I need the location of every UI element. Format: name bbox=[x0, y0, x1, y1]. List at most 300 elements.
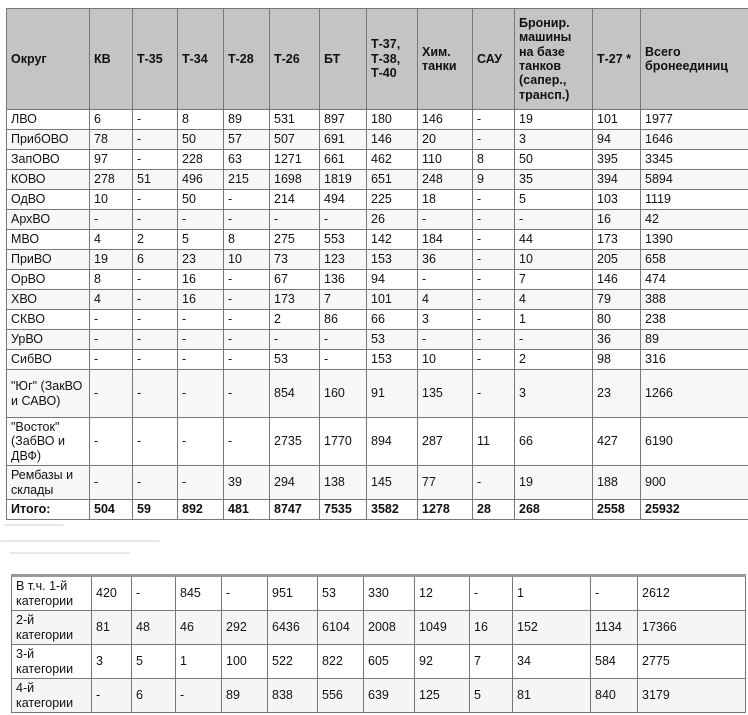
table-cell: 16 bbox=[593, 210, 641, 230]
table-cell: 1134 bbox=[591, 611, 638, 645]
table-cell: 7 bbox=[470, 645, 513, 679]
table-cell: 50 bbox=[178, 130, 224, 150]
table-cell: 6104 bbox=[318, 611, 364, 645]
table-row bbox=[7, 370, 748, 418]
table-cell: 951 bbox=[268, 576, 318, 611]
table-cell: 184 bbox=[418, 230, 473, 250]
table-cell: 3 bbox=[418, 310, 473, 330]
table-cell: 10 bbox=[515, 250, 593, 270]
table-cell: 39 bbox=[224, 466, 270, 500]
table-cell: 46 bbox=[176, 611, 222, 645]
table-cell: 584 bbox=[591, 645, 638, 679]
row-label: СибВО bbox=[7, 350, 90, 370]
table-row bbox=[7, 170, 748, 190]
table-row bbox=[7, 290, 748, 310]
table-cell: 658 bbox=[641, 250, 748, 270]
table-cell: 19 bbox=[90, 250, 133, 270]
table-cell: 2735 bbox=[270, 418, 320, 466]
table-cell: 146 bbox=[367, 130, 418, 150]
table-cell: 7 bbox=[320, 290, 367, 310]
row-label: Итого: bbox=[7, 500, 90, 519]
table-cell: 146 bbox=[418, 110, 473, 130]
table-cell: - bbox=[178, 210, 224, 230]
table-cell: 42 bbox=[641, 210, 748, 230]
column-header: Т-28 bbox=[224, 9, 270, 110]
table-cell: 1049 bbox=[415, 611, 470, 645]
table-cell: - bbox=[224, 330, 270, 350]
table-cell: - bbox=[133, 150, 178, 170]
table-cell: 89 bbox=[641, 330, 748, 350]
table-cell: 330 bbox=[364, 576, 415, 611]
table-cell: - bbox=[224, 270, 270, 290]
table-cell: 142 bbox=[367, 230, 418, 250]
table-cell: - bbox=[133, 418, 178, 466]
table-cell: 92 bbox=[415, 645, 470, 679]
table-cell: 1278 bbox=[418, 500, 473, 519]
table-cell: 6 bbox=[132, 679, 176, 713]
table-cell: 36 bbox=[593, 330, 641, 350]
table-cell: 496 bbox=[178, 170, 224, 190]
row-label: ПриВО bbox=[7, 250, 90, 270]
table-cell: 101 bbox=[593, 110, 641, 130]
table-cell: 661 bbox=[320, 150, 367, 170]
table-cell: 53 bbox=[318, 576, 364, 611]
table-cell: 892 bbox=[178, 500, 224, 519]
table-cell: 125 bbox=[415, 679, 470, 713]
table-cell: 420 bbox=[92, 576, 132, 611]
table-cell: 2612 bbox=[638, 576, 746, 611]
table-cell: 10 bbox=[224, 250, 270, 270]
table-cell: - bbox=[132, 576, 176, 611]
table-cell: 44 bbox=[515, 230, 593, 250]
table-cell: 205 bbox=[593, 250, 641, 270]
category-row bbox=[12, 576, 746, 611]
table-cell: 59 bbox=[133, 500, 178, 519]
table-cell: 152 bbox=[513, 611, 591, 645]
table-cell: 2 bbox=[515, 350, 593, 370]
table-cell: 1819 bbox=[320, 170, 367, 190]
table-cell: 50 bbox=[515, 150, 593, 170]
table-cell: 50 bbox=[178, 190, 224, 210]
table-cell: 474 bbox=[641, 270, 748, 290]
table-cell: 100 bbox=[222, 645, 268, 679]
table-cell: 427 bbox=[593, 418, 641, 466]
table-cell: - bbox=[178, 330, 224, 350]
table-cell: 53 bbox=[367, 330, 418, 350]
table-cell: 5 bbox=[470, 679, 513, 713]
table-cell: - bbox=[133, 210, 178, 230]
table-cell: 556 bbox=[318, 679, 364, 713]
table-cell: 173 bbox=[270, 290, 320, 310]
column-header: Всего бронеединиц bbox=[641, 9, 748, 110]
table-cell: - bbox=[418, 270, 473, 290]
table-cell: 1977 bbox=[641, 110, 748, 130]
table-cell: 238 bbox=[641, 310, 748, 330]
table-cell: - bbox=[320, 330, 367, 350]
table-cell: 639 bbox=[364, 679, 415, 713]
table-cell: 3179 bbox=[638, 679, 746, 713]
table-cell: 180 bbox=[367, 110, 418, 130]
table-cell: 553 bbox=[320, 230, 367, 250]
table-cell: - bbox=[133, 330, 178, 350]
table-cell: - bbox=[473, 290, 515, 310]
table-cell: 146 bbox=[593, 270, 641, 290]
table-cell: 135 bbox=[418, 370, 473, 418]
row-label: "Восток" (ЗабВО и ДВФ) bbox=[7, 418, 90, 466]
table-cell: - bbox=[418, 210, 473, 230]
table-cell: 66 bbox=[367, 310, 418, 330]
table-cell: 822 bbox=[318, 645, 364, 679]
table-cell: 4 bbox=[90, 230, 133, 250]
table-cell: - bbox=[133, 130, 178, 150]
table-cell: 7 bbox=[515, 270, 593, 290]
table-cell: 5 bbox=[515, 190, 593, 210]
table-cell: 12 bbox=[415, 576, 470, 611]
row-label: ОрВО bbox=[7, 270, 90, 290]
table-row bbox=[7, 270, 748, 290]
table-cell: 153 bbox=[367, 350, 418, 370]
table-cell: 17366 bbox=[638, 611, 746, 645]
table-cell: 6 bbox=[133, 250, 178, 270]
table-cell: 1698 bbox=[270, 170, 320, 190]
table-cell: - bbox=[270, 210, 320, 230]
table-cell: 522 bbox=[268, 645, 318, 679]
table-row bbox=[7, 250, 748, 270]
table-cell: 1 bbox=[513, 576, 591, 611]
table-cell: 67 bbox=[270, 270, 320, 290]
total-row bbox=[7, 500, 748, 519]
table-cell: - bbox=[224, 418, 270, 466]
table-cell: 691 bbox=[320, 130, 367, 150]
column-header: Т-26 bbox=[270, 9, 320, 110]
table-cell: 91 bbox=[367, 370, 418, 418]
column-header: БТ bbox=[320, 9, 367, 110]
table-cell: 160 bbox=[320, 370, 367, 418]
table-cell: - bbox=[133, 110, 178, 130]
row-label: "Юг" (ЗакВО и САВО) bbox=[7, 370, 90, 418]
column-header: САУ bbox=[473, 9, 515, 110]
table-cell: 11 bbox=[473, 418, 515, 466]
table-cell: 1266 bbox=[641, 370, 748, 418]
row-label: В т.ч. 1-й категории bbox=[12, 576, 92, 611]
table-cell: - bbox=[133, 270, 178, 290]
table-cell: 138 bbox=[320, 466, 367, 500]
column-header: Т-37, Т-38, Т-40 bbox=[367, 9, 418, 110]
table-cell: 20 bbox=[418, 130, 473, 150]
table-cell: 2 bbox=[270, 310, 320, 330]
table-row bbox=[7, 130, 748, 150]
table-cell: 3 bbox=[92, 645, 132, 679]
table-cell: 7535 bbox=[320, 500, 367, 519]
table-cell: 287 bbox=[418, 418, 473, 466]
table-cell: - bbox=[224, 190, 270, 210]
row-label: ЛВО bbox=[7, 110, 90, 130]
table-cell: 854 bbox=[270, 370, 320, 418]
table-cell: 1390 bbox=[641, 230, 748, 250]
table-cell: - bbox=[133, 370, 178, 418]
table-cell: 2008 bbox=[364, 611, 415, 645]
table-cell: - bbox=[133, 350, 178, 370]
table-cell: - bbox=[270, 330, 320, 350]
table-cell: 173 bbox=[593, 230, 641, 250]
table-cell: - bbox=[473, 270, 515, 290]
table-cell: 16 bbox=[178, 290, 224, 310]
row-label: АрхВО bbox=[7, 210, 90, 230]
table-cell: - bbox=[473, 190, 515, 210]
faded-artifact bbox=[0, 518, 200, 568]
row-label: ОдВО bbox=[7, 190, 90, 210]
row-label: УрВО bbox=[7, 330, 90, 350]
table-cell: 89 bbox=[224, 110, 270, 130]
table-cell: - bbox=[473, 350, 515, 370]
table-cell: 6436 bbox=[268, 611, 318, 645]
table-cell: 1 bbox=[515, 310, 593, 330]
table-row bbox=[7, 230, 748, 250]
table-cell: 248 bbox=[418, 170, 473, 190]
row-label: 3-й категории bbox=[12, 645, 92, 679]
table-cell: - bbox=[178, 310, 224, 330]
table-cell: 136 bbox=[320, 270, 367, 290]
table-cell: 1646 bbox=[641, 130, 748, 150]
table-cell: 86 bbox=[320, 310, 367, 330]
table-cell: - bbox=[133, 190, 178, 210]
table-cell: 504 bbox=[90, 500, 133, 519]
table-cell: 268 bbox=[515, 500, 593, 519]
table-cell: - bbox=[178, 370, 224, 418]
table-cell: - bbox=[224, 350, 270, 370]
table-cell: 110 bbox=[418, 150, 473, 170]
table-cell: 388 bbox=[641, 290, 748, 310]
table-cell: 5894 bbox=[641, 170, 748, 190]
table-cell: - bbox=[473, 110, 515, 130]
table-cell: 395 bbox=[593, 150, 641, 170]
table-cell: - bbox=[473, 310, 515, 330]
table-cell: 53 bbox=[270, 350, 320, 370]
table-cell: 507 bbox=[270, 130, 320, 150]
table-cell: 1119 bbox=[641, 190, 748, 210]
table-cell: 36 bbox=[418, 250, 473, 270]
table-cell: 8 bbox=[90, 270, 133, 290]
table-cell: 145 bbox=[367, 466, 418, 500]
table-cell: 3 bbox=[515, 130, 593, 150]
tank-distribution-table bbox=[6, 8, 748, 520]
table-cell: 651 bbox=[367, 170, 418, 190]
table-cell: - bbox=[133, 290, 178, 310]
table-cell: 35 bbox=[515, 170, 593, 190]
table-cell: 188 bbox=[593, 466, 641, 500]
table-cell: 18 bbox=[418, 190, 473, 210]
row-label: СКВО bbox=[7, 310, 90, 330]
table-cell: - bbox=[133, 310, 178, 330]
table-cell: 5 bbox=[178, 230, 224, 250]
table-cell: 78 bbox=[90, 130, 133, 150]
table-cell: 10 bbox=[90, 190, 133, 210]
table-cell: 8 bbox=[178, 110, 224, 130]
table-cell: 8747 bbox=[270, 500, 320, 519]
category-row bbox=[12, 679, 746, 713]
category-row bbox=[12, 645, 746, 679]
row-label: Рембазы и склады bbox=[7, 466, 90, 500]
category-breakdown-table bbox=[11, 574, 746, 713]
table-cell: 8 bbox=[224, 230, 270, 250]
table-cell: 294 bbox=[270, 466, 320, 500]
table-cell: 3582 bbox=[367, 500, 418, 519]
row-label: 2-й категории bbox=[12, 611, 92, 645]
table-cell: 123 bbox=[320, 250, 367, 270]
row-label: 4-й категории bbox=[12, 679, 92, 713]
table-cell: 94 bbox=[367, 270, 418, 290]
table-cell: 25932 bbox=[641, 500, 748, 519]
table-cell: 228 bbox=[178, 150, 224, 170]
table-cell: 26 bbox=[367, 210, 418, 230]
table-cell: 225 bbox=[367, 190, 418, 210]
table-cell: 1 bbox=[176, 645, 222, 679]
column-header: Т-27 * bbox=[593, 9, 641, 110]
table-cell: 101 bbox=[367, 290, 418, 310]
row-label: КОВО bbox=[7, 170, 90, 190]
table-row bbox=[7, 210, 748, 230]
table-cell: - bbox=[473, 230, 515, 250]
table-cell: 531 bbox=[270, 110, 320, 130]
table-cell: 19 bbox=[515, 110, 593, 130]
table-cell: 838 bbox=[268, 679, 318, 713]
table-cell: 23 bbox=[178, 250, 224, 270]
table-cell: 51 bbox=[133, 170, 178, 190]
table-cell: 278 bbox=[90, 170, 133, 190]
column-header: Округ bbox=[7, 9, 90, 110]
table-cell: 103 bbox=[593, 190, 641, 210]
table-cell: 481 bbox=[224, 500, 270, 519]
row-label: ПрибОВО bbox=[7, 130, 90, 150]
table-cell: - bbox=[418, 330, 473, 350]
table-cell: 153 bbox=[367, 250, 418, 270]
table-cell: - bbox=[473, 466, 515, 500]
table-cell: 845 bbox=[176, 576, 222, 611]
table-cell: - bbox=[515, 330, 593, 350]
table-cell: 3 bbox=[515, 370, 593, 418]
category-row bbox=[12, 611, 746, 645]
table-cell: 462 bbox=[367, 150, 418, 170]
table-row bbox=[7, 350, 748, 370]
table-cell: 4 bbox=[515, 290, 593, 310]
table-cell: - bbox=[515, 210, 593, 230]
table-cell: 5 bbox=[132, 645, 176, 679]
table-cell: - bbox=[473, 210, 515, 230]
table-cell: - bbox=[224, 290, 270, 310]
table-cell: 4 bbox=[90, 290, 133, 310]
table-cell: 900 bbox=[641, 466, 748, 500]
table-cell: 57 bbox=[224, 130, 270, 150]
table-cell: 897 bbox=[320, 110, 367, 130]
row-label: ЗапОВО bbox=[7, 150, 90, 170]
table-cell: 3345 bbox=[641, 150, 748, 170]
table-cell: - bbox=[90, 330, 133, 350]
table-cell: - bbox=[470, 576, 513, 611]
table-cell: 316 bbox=[641, 350, 748, 370]
table-cell: 292 bbox=[222, 611, 268, 645]
row-label: ХВО bbox=[7, 290, 90, 310]
table-cell: 275 bbox=[270, 230, 320, 250]
column-header: Т-35 bbox=[133, 9, 178, 110]
table-cell: 1271 bbox=[270, 150, 320, 170]
column-header: Т-34 bbox=[178, 9, 224, 110]
table-row bbox=[7, 418, 748, 466]
header-row bbox=[7, 9, 748, 110]
table-cell: - bbox=[90, 310, 133, 330]
table-cell: 79 bbox=[593, 290, 641, 310]
table-cell: 34 bbox=[513, 645, 591, 679]
table-cell: 16 bbox=[178, 270, 224, 290]
table-cell: 840 bbox=[591, 679, 638, 713]
table-cell: - bbox=[473, 250, 515, 270]
table-cell: 2 bbox=[133, 230, 178, 250]
table-cell: - bbox=[473, 370, 515, 418]
table-cell: - bbox=[224, 370, 270, 418]
table-row bbox=[7, 190, 748, 210]
table-row bbox=[7, 330, 748, 350]
table-cell: 10 bbox=[418, 350, 473, 370]
table-cell: - bbox=[178, 350, 224, 370]
table-cell: 605 bbox=[364, 645, 415, 679]
table-cell: 6 bbox=[90, 110, 133, 130]
table-cell: 97 bbox=[90, 150, 133, 170]
table-cell: - bbox=[222, 576, 268, 611]
table-cell: - bbox=[591, 576, 638, 611]
table-cell: 8 bbox=[473, 150, 515, 170]
table-cell: 4 bbox=[418, 290, 473, 310]
table-cell: 73 bbox=[270, 250, 320, 270]
table-cell: 214 bbox=[270, 190, 320, 210]
table-cell: 19 bbox=[515, 466, 593, 500]
table-cell: - bbox=[92, 679, 132, 713]
table-cell: 894 bbox=[367, 418, 418, 466]
table-cell: - bbox=[178, 418, 224, 466]
table-cell: 77 bbox=[418, 466, 473, 500]
table-cell: 6190 bbox=[641, 418, 748, 466]
table-row bbox=[7, 150, 748, 170]
table-cell: 28 bbox=[473, 500, 515, 519]
table-row bbox=[7, 110, 748, 130]
table-cell: - bbox=[176, 679, 222, 713]
table-cell: - bbox=[90, 210, 133, 230]
table-cell: - bbox=[320, 350, 367, 370]
table-cell: - bbox=[90, 370, 133, 418]
table-cell: - bbox=[178, 466, 224, 500]
table-cell: 16 bbox=[470, 611, 513, 645]
table-cell: - bbox=[473, 330, 515, 350]
table-cell: 80 bbox=[593, 310, 641, 330]
table-cell: 81 bbox=[92, 611, 132, 645]
table-row bbox=[7, 466, 748, 500]
table-cell: 89 bbox=[222, 679, 268, 713]
table-cell: 66 bbox=[515, 418, 593, 466]
column-header: КВ bbox=[90, 9, 133, 110]
table-cell: - bbox=[90, 418, 133, 466]
table-cell: 81 bbox=[513, 679, 591, 713]
column-header: Бронир. машины на базе танков (сапер., трансп.) bbox=[515, 9, 593, 110]
table-cell: 94 bbox=[593, 130, 641, 150]
table-cell: 9 bbox=[473, 170, 515, 190]
table-cell: 1770 bbox=[320, 418, 367, 466]
table-cell: 2775 bbox=[638, 645, 746, 679]
column-header: Хим. танки bbox=[418, 9, 473, 110]
table-cell: - bbox=[224, 310, 270, 330]
table-cell: 48 bbox=[132, 611, 176, 645]
table-cell: - bbox=[90, 350, 133, 370]
table-cell: 23 bbox=[593, 370, 641, 418]
row-label: МВО bbox=[7, 230, 90, 250]
table-cell: 2558 bbox=[593, 500, 641, 519]
